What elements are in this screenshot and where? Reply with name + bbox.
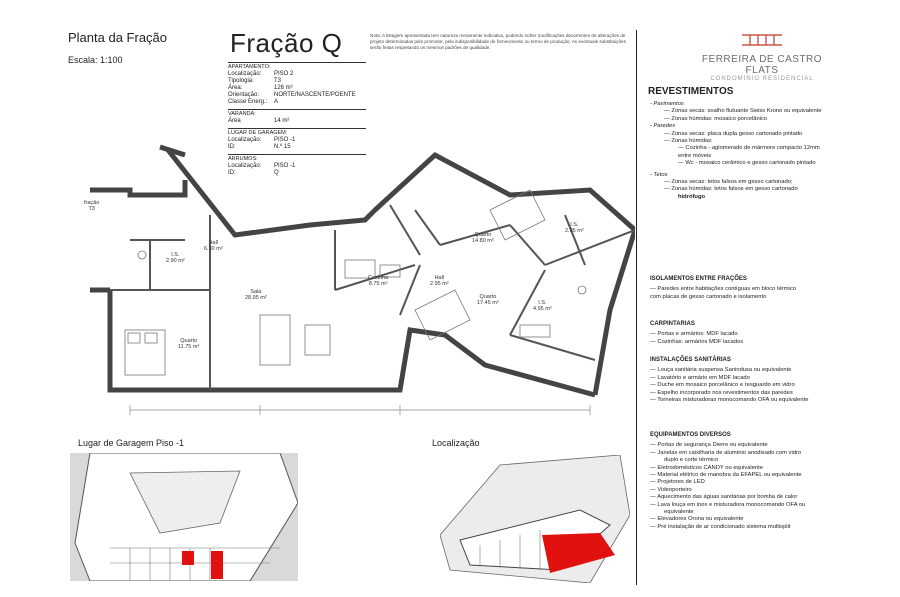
spec-item: com placas de gesso cartonado e isolamento — [650, 293, 767, 300]
vertical-divider — [636, 30, 637, 585]
room-hall-1 — [204, 240, 223, 252]
room-is-1 — [166, 252, 185, 264]
spec-item: — Paredes entre habitações contíguas em bloco térmico — [650, 286, 796, 293]
spec-item: entre móveis — [678, 152, 712, 159]
spec-item: — Eletrodomésticos CANDY ou equivalente — [650, 464, 763, 471]
info-key: Classe Energ.: — [228, 99, 268, 105]
carpintarias-section — [650, 319, 835, 346]
spec-item: — Wc - mosaico cerâmico e gesso cartonado pintado — [678, 160, 816, 167]
spec-item: — Zonas húmidas: mosaico porcelânico — [664, 115, 768, 122]
info-value: A — [274, 99, 279, 105]
spec-item: — Cozinhas: armários MDF lacados — [650, 338, 744, 345]
info-value: T3 — [274, 78, 282, 84]
info-value: Q — [274, 170, 279, 176]
spec-item: — Lava louça em inox e misturadora monocomando OFA ou — [650, 501, 806, 508]
info-key: Localização: — [228, 163, 262, 169]
info-key: ID: — [228, 170, 236, 176]
garage-highlight — [182, 551, 194, 565]
room-is-2 — [565, 222, 584, 234]
revestimentos-list — [650, 101, 835, 201]
exterior-walls — [90, 147, 635, 395]
room-label: Sala 28.95 m² — [245, 289, 267, 301]
spec-item: — Portas de segurança Dierre ou equivalente — [650, 442, 768, 449]
plan-heading: Planta da Fração — [68, 30, 168, 45]
spec-item: — Zonas húmidas: tetos falsos em gesso cartonado — [664, 186, 798, 193]
info-key: Área: — [228, 85, 243, 91]
room-cozinha — [368, 275, 388, 287]
spec-item: - Tetos — [650, 171, 668, 178]
spec-item: — Zonas secas: tetos falsos em gesso cartonado; — [664, 179, 793, 186]
room-hall-2 — [430, 275, 449, 287]
room-label: Quarto 11.75 m² — [178, 338, 200, 350]
info-value: PISO 2 — [274, 71, 294, 77]
room-label: Hall 2.95 m² — [430, 275, 449, 287]
info-heading: LUGAR DE GARAGEM: — [228, 130, 288, 136]
room-neighbor — [84, 200, 99, 212]
spec-item: — Duche em mosaico porcelânico e resguardo em vidro — [650, 382, 795, 389]
brand-logo — [697, 33, 827, 82]
equipamentos-section — [650, 430, 835, 531]
room-sala — [245, 289, 267, 301]
spec-item: - Pavimentos — [650, 101, 684, 107]
info-key: Localização: — [228, 71, 262, 77]
floor-plan — [90, 135, 635, 425]
info-key: Tipologia: — [228, 78, 254, 84]
room-quarto-2 — [472, 232, 494, 244]
spec-item: — Espelho incorporado nos revestimentos das paredes — [650, 389, 793, 396]
location-label: Localização — [432, 438, 480, 448]
spec-item: — Lavatório e armário em MDF lacado — [650, 374, 750, 381]
spec-item: duplo e corte térmico — [664, 457, 719, 464]
info-key: Localização: — [228, 137, 262, 143]
room-is-3 — [533, 300, 552, 312]
spec-item: — Material elétrico de manobra da EFAPEL ou equivalente — [650, 472, 802, 479]
page-title: Fração Q — [230, 28, 343, 58]
section-heading: INSTALAÇÕES SANITÁRIAS — [650, 357, 731, 363]
info-varanda — [228, 109, 366, 125]
info-key: Orientação: — [228, 92, 260, 98]
spec-item: — Cozinha - aglomerado de mármore compacto 12mm — [678, 145, 820, 152]
room-label: Quarto 14.80 m² — [472, 232, 494, 244]
spec-item: - Paredes — [650, 123, 676, 130]
spec-item: equivalente — [664, 509, 694, 516]
info-value: PISO -1 — [274, 137, 296, 143]
spec-item: — Janelas em caixilharia de alumínio anodisado com vidro — [650, 449, 802, 456]
garage-plan — [70, 453, 298, 581]
scale-label: Escala: 1:100 — [68, 55, 123, 65]
info-value: PISO -1 — [274, 163, 296, 169]
room-label: Cozinha 8.75 m² — [368, 275, 389, 287]
spec-item: hidrófugo — [678, 193, 706, 200]
info-value: NORTE/NASCENTE/POENTE — [274, 92, 356, 98]
logo-mark-icon — [742, 33, 782, 47]
interior-walls — [110, 205, 635, 390]
info-value: 14 m² — [274, 118, 290, 124]
isolamentos-section — [650, 274, 835, 301]
info-heading: ARRUMOS: — [228, 156, 258, 162]
garage-label: Lugar de Garagem Piso -1 — [78, 438, 185, 448]
room-label: fração T3 — [84, 200, 100, 212]
room-quarto-3 — [477, 294, 499, 306]
section-heading: CARPINTARIAS — [650, 321, 695, 327]
spec-item: — Aquecimento das águas sanitárias por bomba de calor — [650, 494, 798, 501]
info-key: ID: — [228, 144, 236, 150]
room-quarto-1 — [178, 338, 199, 350]
spec-item: — Projetores de LED — [650, 479, 705, 486]
revestimentos-heading: REVESTIMENTOS — [648, 86, 734, 97]
info-value: N.º 15 — [274, 144, 291, 150]
spec-item: — Videoporteiro — [650, 486, 692, 493]
info-heading: APARTAMENTO: — [228, 64, 271, 70]
logo-subtitle: CONDOMINIO RESIDENCIAL — [710, 76, 814, 82]
section-heading: EQUIPAMENTOS DIVERSOS — [650, 432, 731, 438]
sanitarias-section — [650, 355, 835, 404]
info-heading: VARANDA: — [228, 111, 256, 117]
logo-name: FERREIRA DE CASTRO FLATS — [701, 54, 823, 76]
location-plan — [440, 455, 630, 583]
spec-item: — Torneiras misturadoras monocomando OFA ou equivalente — [650, 397, 809, 404]
storage-highlight — [211, 551, 223, 579]
room-label: I.S. 2.95 m² — [565, 222, 584, 234]
room-label: I.S. 2.90 m² — [166, 252, 185, 264]
disclaimer-note: Nota: A listagem apresentada tem natureza meramente indicativa, podendo sofrer modificações decorrentes de alterações de projeto determinadas pelo promotor, pela indisponibilidade de fornecimento ou termo de produção. As eventuais substituições serão feitas respeitando os mesmos padrões de qualidade. — [370, 33, 626, 50]
room-label: Hall 6.30 m² — [204, 240, 223, 252]
section-heading: ISOLAMENTOS ENTRE FRAÇÕES — [650, 276, 747, 282]
info-key: Área — [228, 118, 241, 124]
spec-item: — Pré instalação de ar condicionado sistema multisplit — [650, 523, 791, 530]
info-apartamento — [228, 62, 366, 106]
info-value: 126 m² — [274, 85, 293, 91]
spec-item: — Zonas secas: placa dupla gesso cartonado pintado — [664, 130, 803, 137]
spec-item: — Zonas húmidas: — [664, 138, 713, 145]
room-label: Quarto 17.45 m² — [477, 294, 499, 306]
dimension-line — [130, 405, 590, 415]
spec-item: — Portas e armários: MDF lacado — [650, 331, 738, 338]
spec-item: — Elevadores Orona ou equivalente — [650, 516, 744, 523]
spec-item: — Zonas secas: soalho flutuante Swiss Krono ou equivalente — [664, 108, 822, 115]
spec-item: — Louça sanitária suspensa Sanindusa ou equivalente — [650, 367, 792, 374]
room-label: I.S. 4.95 m² — [533, 300, 552, 312]
